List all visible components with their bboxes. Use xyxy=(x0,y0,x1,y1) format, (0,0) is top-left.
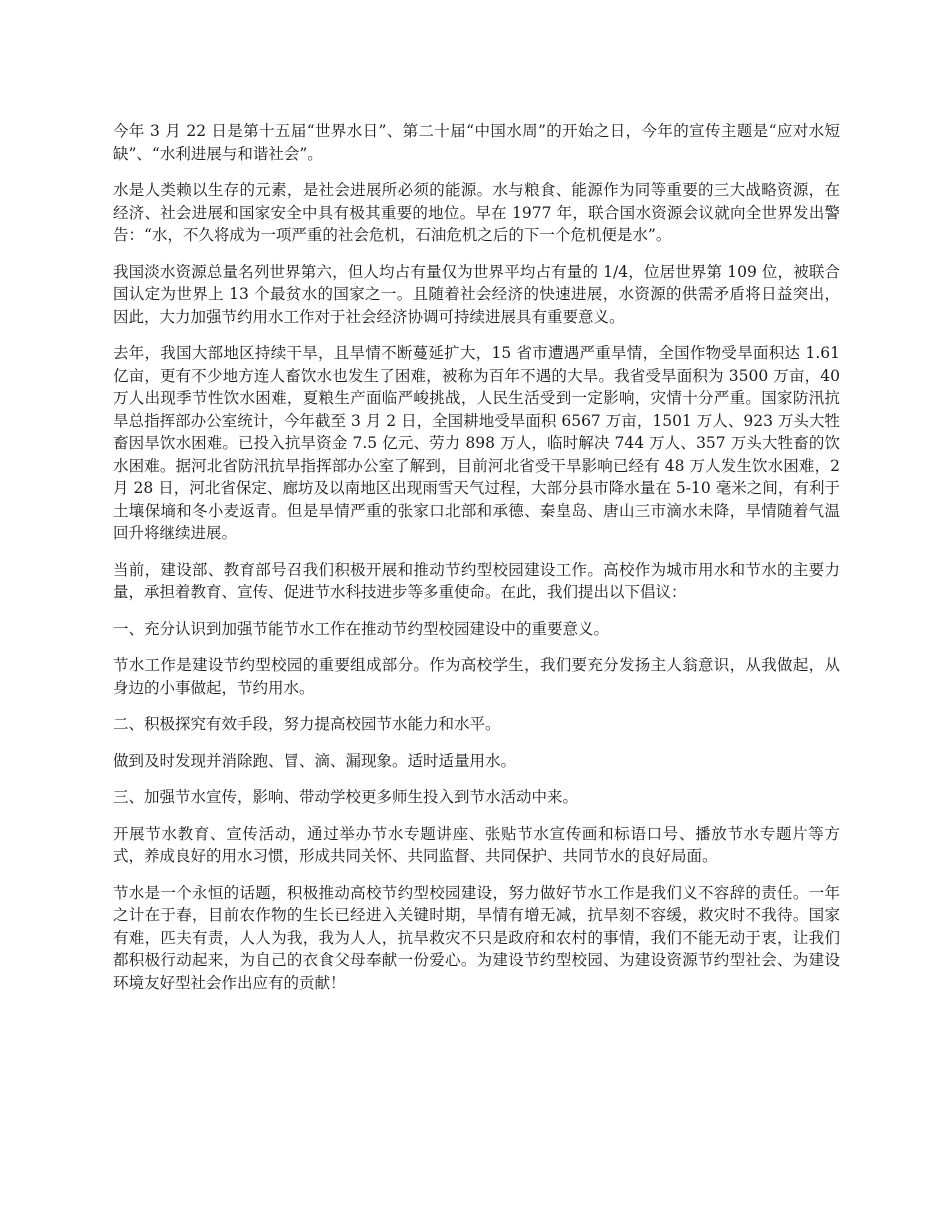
paragraph-proposal-3-heading: 三、加强节水宣传，影响、带动学校更多师生投入到节水活动中来。 xyxy=(113,788,579,806)
paragraph-water-importance: 水是人类赖以生存的元素，是社会进展所必须的能源。水与粮食、能源作为同等重要的三大战略资源，在经济、社会进展和国家安全中具有极其重要的地位。早在 1977 年，联合国水资源会议就向全世界发出警告：“水，不久将成为一项严重的社会危机，石油危机之后的下一个危机便是水”。 xyxy=(113,181,840,244)
paragraph-call-to-action: 当前，建设部、教育部号召我们积极开展和推动节约型校园建设工作。高校作为城市用水和节水的主要力量，承担着教育、宣传、促进节水科技进步等多重使命。在此，我们提出以下倡议： xyxy=(113,560,840,601)
paragraph-water-resources: 我国淡水资源总量名列世界第六，但人均占有量仅为世界平均占有量的 1/4，位居世界第 109 位，被联合国认定为世界上 13 个最贫水的国家之一。且随着社会经济的快速进展，水资源的供需矛盾将日益突出，因此，大力加强节约用水工作对于社会经济协调可持续进展具有重要意义。 xyxy=(113,262,840,326)
document-body xyxy=(113,120,840,1008)
paragraph-proposal-2-body: 做到及时发现并消除跑、冒、滴、漏现象。适时适量用水。 xyxy=(113,751,517,770)
paragraph-world-water-day: 今年 3 月 22 日是第十五届“世界水日”、第二十届“中国水周”的开始之日，今年的宣传主题是“应对水短缺”、“水利进展与和谐社会”。 xyxy=(113,122,840,163)
paragraph-proposal-2-heading: 二、积极探究有效手段，努力提高校园节水能力和水平。 xyxy=(113,715,501,733)
paragraph-proposal-3-body: 开展节水教育、宣传活动，通过举办节水专题讲座、张贴节水宣传画和标语口号、播放节水专题片等方式，养成良好的用水习惯，形成共同关怀、共同监督、共同保护、共同节水的良好局面。 xyxy=(113,824,840,865)
paragraph-proposal-1-body: 节水工作是建设节约型校园的重要组成部分。作为高校学生，我们要充分发扬主人翁意识，从我做起，从身边的小事做起，节约用水。 xyxy=(113,656,840,697)
paragraph-drought: 去年，我国大部地区持续干旱，且旱情不断蔓延扩大，15 省市遭遇严重旱情，全国作物受旱面积达 1.61 亿亩，更有不少地方连人畜饮水也发生了困难，被称为百年不遇的大旱。我省受旱面积为 3500 万亩，40 万人出现季节性饮水困难，夏粮生产面临严峻挑战，人民生活受到一定影响，灾情十分严重。国家防汛抗旱总指挥部办公室统计，今年截至 3 月 2 日，全国耕地受旱面积 6567 万亩，1501 万人、923 万头大牲畜因旱饮水困难。已投入抗旱资金 7.5 亿元、劳力 898 万人，临时解决 744 万人、357 万头大牲畜的饮水困难。据河北省防汛抗旱指挥部办公室了解到，目前河北省受干旱影响已经有 48 万人发生饮水困难，2 月 28 日，河北省保定、廊坊及以南地区出现雨雪天气过程，大部分县市降水量在 5-10 毫米之间，有利于土壤保墒和冬小麦返青。但是旱情严重的张家口北部和承德、秦皇岛、唐山三市滴水未降，旱情随着气温回升将继续进展。 xyxy=(113,344,840,542)
paragraph-proposal-1-heading: 一、充分认识到加强节能节水工作在推动节约型校园建设中的重要意义。 xyxy=(113,619,610,638)
paragraph-conclusion: 节水是一个永恒的话题，积极推动高校节约型校园建设，努力做好节水工作是我们义不容辞的责任。一年之计在于春，目前农作物的生长已经进入关键时期，旱情有增无减，抗旱刻不容缓，救灾时不我待。国家有难，匹夫有责，人人为我，我为人人，抗旱救灾不只是政府和农村的事情，我们不能无动于衷，让我们都积极行动起来，为自己的衣食父母奉献一份爱心。为建设节约型校园、为建设资源节约型社会、为建设环境友好型社会作出应有的贡献！ xyxy=(113,883,840,992)
